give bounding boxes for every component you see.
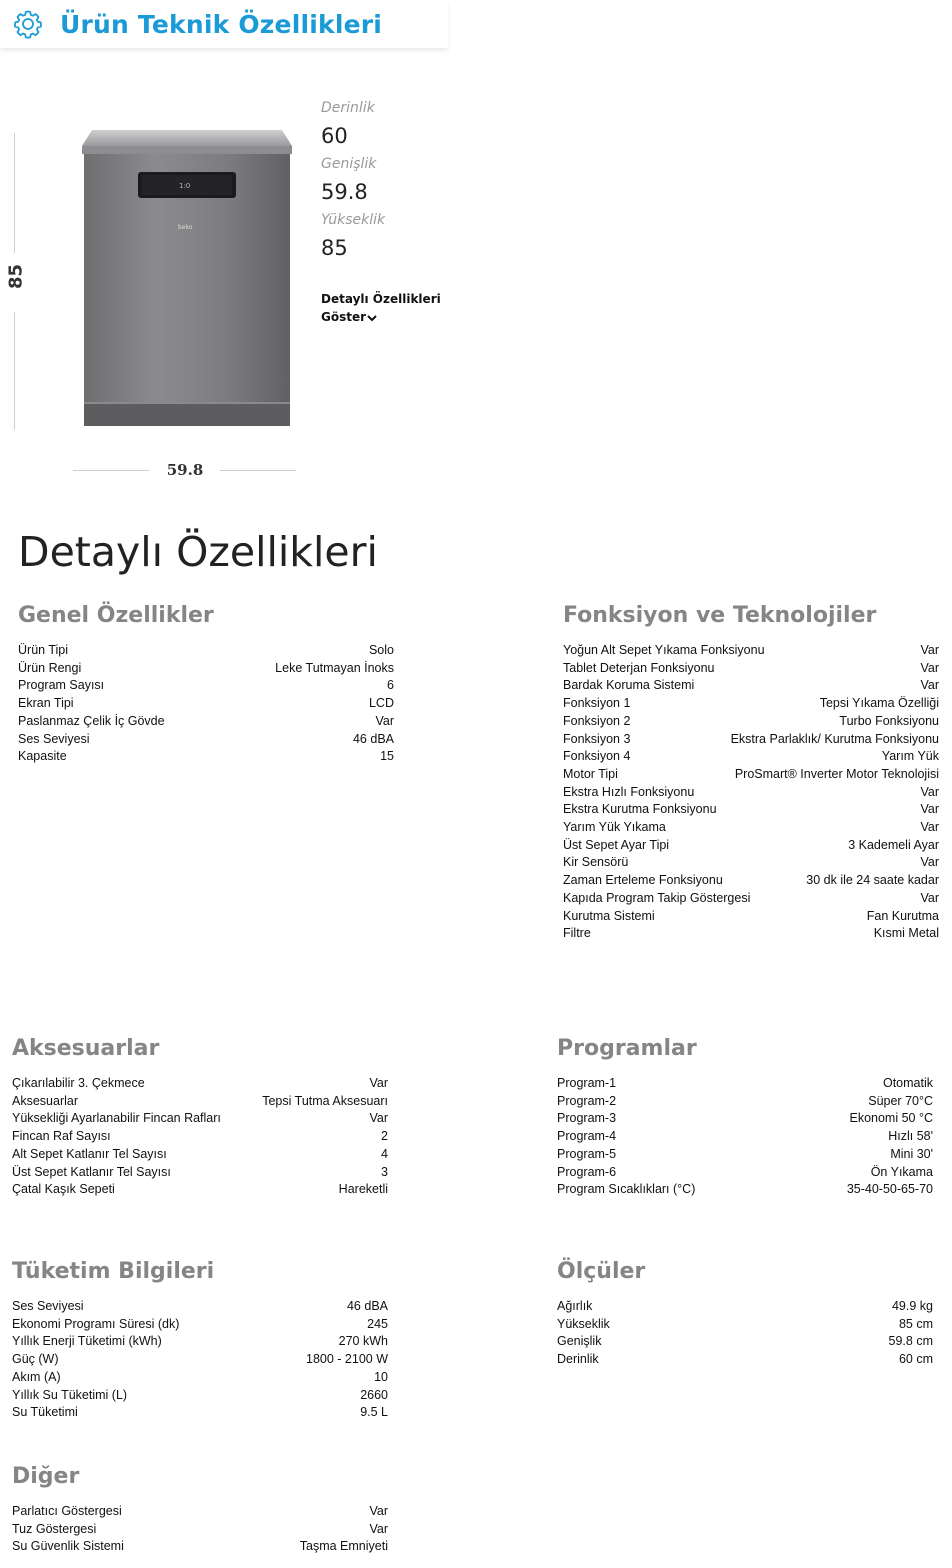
height-dimension-label: 85	[5, 263, 27, 290]
spec-value: Ekstra Parlaklık/ Kurutma Fonksiyonu	[730, 731, 939, 746]
spec-row	[12, 1521, 388, 1539]
spec-row	[557, 1316, 933, 1334]
display-digits: 1:0	[179, 182, 191, 190]
spec-row	[563, 854, 939, 872]
spec-row	[12, 1404, 388, 1422]
spec-value: Ekonomi 50 °C	[849, 1111, 933, 1126]
spec-value: Yarım Yük	[881, 749, 939, 764]
width-value: 59.8	[321, 180, 368, 204]
spec-row	[563, 695, 939, 713]
spec-value: Solo	[368, 643, 394, 657]
spec-table	[12, 1075, 388, 1199]
spec-row	[18, 713, 394, 731]
spec-row	[563, 766, 939, 784]
spec-key: Kapıda Program Takip Göstergesi	[563, 890, 751, 905]
spec-key: Güç (W)	[12, 1352, 59, 1367]
spec-key: Ekstra Kurutma Fonksiyonu	[563, 802, 717, 817]
section-other	[12, 1463, 388, 1556]
spec-key: Fonksiyon 1	[563, 696, 631, 711]
spec-key: Yüksekliği Ayarlanabilir Fincan Rafları	[12, 1111, 221, 1126]
spec-value: Var	[920, 660, 939, 675]
spec-value: Var	[920, 820, 939, 835]
spec-key: Fincan Raf Sayısı	[12, 1129, 111, 1144]
spec-value: Var	[920, 802, 939, 817]
spec-table	[563, 642, 939, 943]
spec-row	[12, 1503, 388, 1521]
spec-value: Otomatik	[882, 1076, 933, 1090]
spec-value: 6	[387, 678, 394, 693]
spec-key: Tablet Deterjan Fonksiyonu	[563, 660, 715, 675]
show-details-link[interactable]	[321, 290, 446, 326]
section-title: Aksesuarlar	[12, 1036, 160, 1061]
spec-key: Kurutma Sistemi	[563, 908, 655, 923]
spec-value: Fan Kurutma	[866, 908, 939, 923]
spec-value: 30 dk ile 24 saate kadar	[806, 873, 939, 888]
spec-value: Süper 70°C	[868, 1093, 933, 1108]
spec-row	[18, 748, 394, 766]
spec-value: Var	[920, 784, 939, 799]
spec-row	[12, 1538, 388, 1556]
section-title: Ölçüler	[557, 1259, 646, 1284]
section-programs	[557, 1035, 933, 1199]
spec-value: Ön Yıkama	[870, 1164, 933, 1179]
section-title: Fonksiyon ve Teknolojiler	[563, 603, 877, 628]
section-consumption	[12, 1258, 388, 1422]
spec-value: 35-40-50-65-70	[846, 1182, 933, 1197]
spec-value: 46 dBA	[346, 1299, 388, 1313]
spec-value: Var	[369, 1504, 388, 1518]
spec-value: LCD	[368, 696, 394, 711]
spec-row	[557, 1181, 933, 1199]
spec-key: Ses Seviyesi	[18, 731, 90, 746]
spec-row	[18, 695, 394, 713]
spec-row	[18, 731, 394, 749]
spec-row	[12, 1298, 388, 1316]
spec-row	[557, 1333, 933, 1351]
spec-row	[557, 1351, 933, 1369]
spec-row	[563, 819, 939, 837]
spec-key: Fonksiyon 3	[563, 731, 631, 746]
chevron-down-icon	[367, 314, 377, 322]
spec-row	[557, 1298, 933, 1316]
spec-key: Fonksiyon 2	[563, 713, 631, 728]
spec-row	[12, 1164, 388, 1182]
spec-value: Var	[375, 713, 394, 728]
spec-row	[557, 1164, 933, 1182]
spec-value: Var	[920, 890, 939, 905]
spec-key: Program-5	[557, 1146, 617, 1161]
spec-row	[563, 872, 939, 890]
spec-value: Mini 30'	[890, 1146, 933, 1161]
spec-table	[557, 1075, 933, 1199]
height-guide-top	[14, 133, 15, 253]
spec-value: 60 cm	[898, 1352, 933, 1367]
spec-row	[12, 1369, 388, 1387]
spec-key: Ürün Tipi	[18, 643, 69, 657]
spec-value: 46 dBA	[352, 731, 394, 746]
spec-value: 4	[381, 1146, 388, 1161]
spec-value: 2	[381, 1129, 388, 1144]
spec-value: Leke Tutmayan İnoks	[275, 660, 394, 675]
dimension-list	[321, 99, 451, 267]
page-title: Ürün Teknik Özellikleri	[60, 9, 383, 39]
spec-key: Tuz Göstergesi	[12, 1521, 97, 1536]
spec-key: Yükseklik	[557, 1316, 610, 1331]
spec-key: Ekstra Hızlı Fonksiyonu	[563, 784, 695, 799]
spec-row	[563, 784, 939, 802]
spec-row	[12, 1333, 388, 1351]
spec-row	[557, 1128, 933, 1146]
section-general	[18, 602, 394, 766]
spec-key: Program-6	[557, 1164, 617, 1179]
spec-table	[12, 1503, 388, 1556]
spec-row	[12, 1316, 388, 1334]
spec-key: Fonksiyon 4	[563, 749, 631, 764]
width-dimension-label: 59.8	[166, 461, 204, 479]
spec-value: 15	[380, 749, 394, 764]
spec-value: ProSmart® Inverter Motor Teknolojisi	[734, 766, 939, 781]
product-image	[82, 130, 292, 426]
spec-key: Program-4	[557, 1129, 617, 1144]
spec-row	[563, 713, 939, 731]
spec-value: Var	[369, 1521, 388, 1536]
spec-row	[12, 1128, 388, 1146]
spec-row	[557, 1075, 933, 1093]
spec-row	[557, 1093, 933, 1111]
spec-key: Aksesuarlar	[12, 1093, 78, 1108]
spec-key: Su Güvenlik Sistemi	[12, 1539, 124, 1554]
spec-value: 59.8 cm	[888, 1334, 933, 1349]
spec-row	[18, 677, 394, 695]
spec-row	[557, 1110, 933, 1128]
spec-key: Ürün Rengi	[18, 660, 82, 675]
brand-logo: beko	[178, 224, 193, 231]
spec-value: Turbo Fonksiyonu	[839, 713, 939, 728]
width-guide-right	[220, 470, 296, 471]
spec-value: Hareketli	[338, 1182, 388, 1197]
spec-key: Ekonomi Programı Süresi (dk)	[12, 1316, 180, 1331]
spec-key: Ekran Tipi	[18, 696, 74, 711]
spec-table	[557, 1298, 933, 1369]
width-label: Genişlik	[321, 156, 377, 172]
depth-value: 60	[321, 124, 348, 148]
section-functions	[563, 602, 939, 943]
spec-value: Var	[369, 1111, 388, 1126]
spec-row	[563, 642, 939, 660]
spec-row	[12, 1146, 388, 1164]
spec-row	[563, 801, 939, 819]
spec-key: Çatal Kaşık Sepeti	[12, 1182, 115, 1197]
spec-key: Ağırlık	[557, 1299, 593, 1313]
spec-value: 270 kWh	[338, 1334, 388, 1349]
section-title: Genel Özellikler	[18, 603, 214, 628]
spec-row	[563, 908, 939, 926]
spec-key: Program-3	[557, 1111, 617, 1126]
spec-key: Çıkarılabilir 3. Çekmece	[12, 1076, 145, 1090]
section-title: Tüketim Bilgileri	[12, 1259, 215, 1284]
spec-value: Tepsi Yıkama Özelliği	[819, 696, 939, 711]
spec-key: Filtre	[563, 926, 591, 941]
spec-key: Kir Sensörü	[563, 855, 629, 870]
spec-key: Bardak Koruma Sistemi	[563, 678, 695, 693]
spec-key: Üst Sepet Ayar Tipi	[563, 837, 670, 852]
spec-header	[0, 0, 448, 48]
spec-row	[12, 1110, 388, 1128]
spec-value: Kısmi Metal	[873, 926, 939, 941]
spec-value: 9.5 L	[360, 1405, 388, 1420]
spec-key: Kapasite	[18, 749, 67, 764]
spec-key: Su Tüketimi	[12, 1405, 78, 1420]
spec-row	[563, 731, 939, 749]
spec-row	[563, 748, 939, 766]
spec-value: Var	[920, 855, 939, 870]
spec-value: 10	[374, 1369, 388, 1384]
spec-key: Program Sayısı	[18, 678, 105, 693]
spec-key: Akım (A)	[12, 1369, 61, 1384]
height-label: Yükseklik	[321, 212, 386, 228]
spec-value: Var	[920, 678, 939, 693]
spec-row	[563, 660, 939, 678]
spec-value: 2660	[360, 1387, 388, 1402]
spec-row	[563, 925, 939, 943]
section-title: Programlar	[557, 1036, 697, 1061]
spec-value: Var	[920, 643, 939, 657]
spec-key: Zaman Erteleme Fonksiyonu	[563, 873, 723, 888]
spec-key: Yoğun Alt Sepet Yıkama Fonksiyonu	[563, 643, 765, 657]
spec-value: 49.9 kg	[891, 1299, 933, 1313]
spec-value: 3 Kademeli Ayar	[848, 837, 939, 852]
spec-value: Hızlı 58'	[888, 1129, 933, 1144]
spec-key: Program Sıcaklıkları (°C)	[557, 1182, 696, 1197]
spec-row	[12, 1387, 388, 1405]
spec-key: Yıllık Su Tüketimi (L)	[12, 1387, 128, 1402]
spec-row	[563, 677, 939, 695]
spec-key: Program-1	[557, 1076, 617, 1090]
spec-table	[12, 1298, 388, 1422]
height-guide-bottom	[14, 312, 15, 430]
show-details-label: Detaylı Özellikleri Göster	[321, 292, 441, 324]
spec-key: Yarım Yük Yıkama	[563, 820, 666, 835]
spec-value: Var	[369, 1076, 388, 1090]
section-accessories	[12, 1035, 388, 1199]
spec-key: Alt Sepet Katlanır Tel Sayısı	[12, 1146, 167, 1161]
height-value: 85	[321, 236, 348, 260]
details-title: Detaylı Özellikleri	[18, 528, 378, 576]
depth-label: Derinlik	[321, 100, 375, 116]
gear-icon	[12, 8, 44, 40]
spec-key: Derinlik	[557, 1352, 599, 1367]
spec-key: Üst Sepet Katlanır Tel Sayısı	[12, 1164, 171, 1179]
section-title: Diğer	[12, 1464, 80, 1489]
spec-key: Program-2	[557, 1093, 617, 1108]
spec-row	[12, 1075, 388, 1093]
spec-key: Ses Seviyesi	[12, 1299, 84, 1313]
spec-key: Paslanmaz Çelik İç Gövde	[18, 713, 165, 728]
spec-row	[563, 890, 939, 908]
spec-row	[12, 1181, 388, 1199]
spec-row	[563, 837, 939, 855]
spec-value: 3	[381, 1164, 388, 1179]
spec-row	[12, 1093, 388, 1111]
spec-key: Genişlik	[557, 1334, 602, 1349]
spec-value: Taşma Emniyeti	[299, 1539, 388, 1554]
spec-table	[18, 642, 394, 766]
spec-value: 85 cm	[898, 1316, 933, 1331]
spec-row	[557, 1146, 933, 1164]
spec-value: 1800 - 2100 W	[306, 1352, 388, 1367]
width-guide-left	[73, 470, 149, 471]
spec-key: Motor Tipi	[563, 766, 618, 781]
spec-key: Parlatıcı Göstergesi	[12, 1504, 122, 1518]
spec-value: 245	[367, 1316, 388, 1331]
spec-value: Tepsi Tutma Aksesuarı	[262, 1093, 388, 1108]
spec-row	[12, 1351, 388, 1369]
spec-row	[18, 660, 394, 678]
spec-key: Yıllık Enerji Tüketimi (kWh)	[12, 1334, 162, 1349]
section-dimensions	[557, 1258, 933, 1369]
spec-row	[18, 642, 394, 660]
